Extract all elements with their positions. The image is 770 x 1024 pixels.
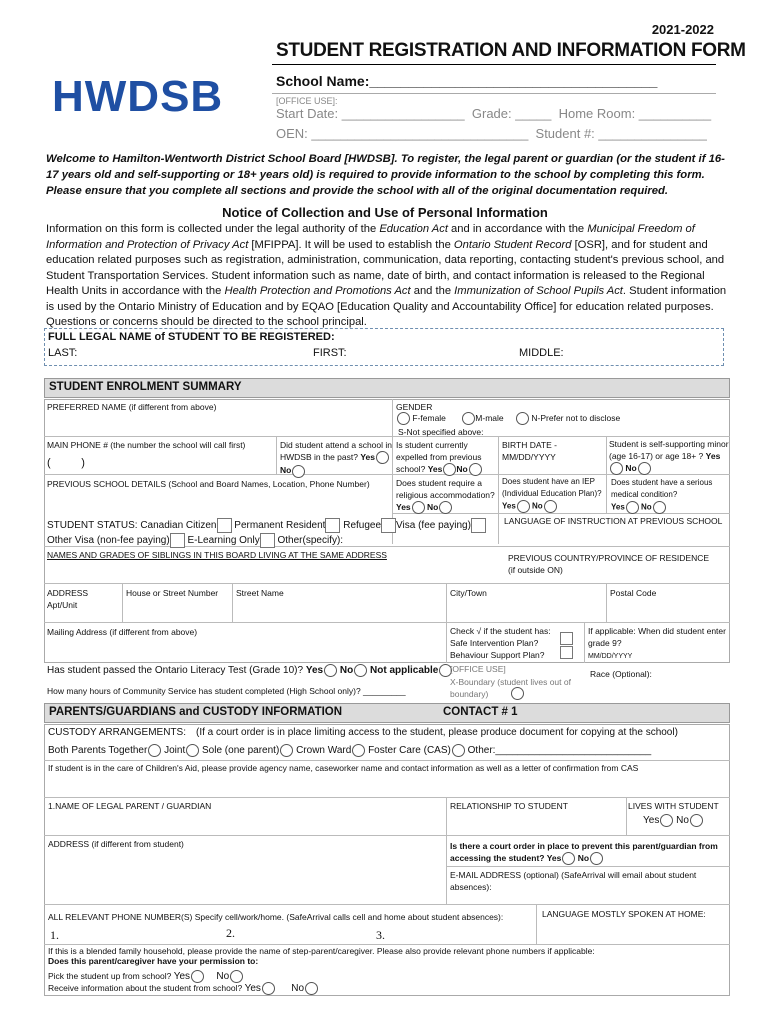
grade9-format[interactable]: MM/DD/YYYY <box>588 653 633 660</box>
gender-label: GENDER <box>396 402 433 412</box>
gender-options <box>396 412 620 425</box>
grid-line <box>44 944 730 945</box>
self-support-no-label: No <box>625 463 637 473</box>
grid-line <box>606 583 607 622</box>
postal-code-label: Postal Code <box>610 588 657 598</box>
status-refugee-checkbox[interactable] <box>381 518 396 533</box>
lives-with-no-radio[interactable] <box>690 814 703 827</box>
x-boundary-radio[interactable] <box>511 687 524 700</box>
self-support-label: Student is self-supporting minor (age 16-17) or age 18+ ? <box>609 439 729 461</box>
gender-s-label: S-Not specified above: <box>398 427 484 437</box>
pickup-no-label: No <box>216 971 230 982</box>
grid-line <box>44 904 730 905</box>
status-visa-fee-checkbox[interactable] <box>471 518 486 533</box>
legal-name-heading: FULL LEGAL NAME of STUDENT TO BE REGISTERED: <box>48 331 335 343</box>
status-other-label: Other(specify): <box>277 535 344 547</box>
header-divider <box>272 93 716 94</box>
blended-label: If this is a blended family household, please provide the name of step-parent/caregiver. Please also provide relevant phone numbers if applicable: <box>48 946 595 956</box>
receive-info-question <box>48 982 318 995</box>
gender-m-label: M-male <box>475 413 504 423</box>
court-no-label: No <box>577 853 590 863</box>
iep-yes-radio[interactable] <box>517 500 530 513</box>
self-support-question <box>609 438 729 475</box>
office-use-label: [OFFICE USE]: <box>276 96 338 106</box>
status-elearning-checkbox[interactable] <box>260 533 275 548</box>
expelled-no-radio[interactable] <box>469 463 482 476</box>
email-label: E-MAIL ADDRESS (optional) (SafeArrival will email about student absences): <box>450 870 697 892</box>
expelled-no-label: No <box>456 464 468 474</box>
student-status-row <box>47 518 486 533</box>
literacy-yes-radio[interactable] <box>324 664 337 677</box>
status-elearning-label: E-Learning Only <box>187 535 260 547</box>
attend-no-radio[interactable] <box>292 465 305 478</box>
medical-no-label: No <box>641 502 652 512</box>
receive-yes-label: Yes <box>244 983 261 994</box>
pickup-label: Pick the student up from school? <box>48 971 172 981</box>
phone-1-field[interactable]: 1. <box>50 928 59 942</box>
literacy-no-radio[interactable] <box>354 664 367 677</box>
medical-question <box>611 477 729 514</box>
form-title: STUDENT REGISTRATION AND INFORMATION FORM <box>276 40 746 61</box>
court-order-label: Is there a court order in place to prevent this parent/guardian from accessing the student? <box>450 841 718 863</box>
grid-line <box>446 797 447 904</box>
custody-sole-radio[interactable] <box>280 744 293 757</box>
language-instruction-label: LANGUAGE OF INSTRUCTION AT PREVIOUS SCHOOL <box>504 516 723 526</box>
gender-n-label: N-Prefer not to disclose <box>531 413 621 423</box>
literacy-na-label: Not applicable <box>370 665 439 677</box>
lives-with-yes-label: Yes <box>643 815 660 827</box>
gender-s-option[interactable] <box>398 426 484 438</box>
expelled-question <box>396 439 500 476</box>
receive-yes-radio[interactable] <box>262 982 275 995</box>
expelled-yes-radio[interactable] <box>443 463 456 476</box>
self-support-yes-label: Yes <box>705 451 721 461</box>
lives-with-yes-radio[interactable] <box>660 814 673 827</box>
phone-2-field[interactable]: 2. <box>226 926 235 940</box>
grid-line <box>584 622 585 663</box>
pickup-yes-label: Yes <box>173 971 191 982</box>
custody-other-field[interactable]: Other:____________________________ <box>467 745 652 757</box>
title-rule <box>272 64 716 65</box>
street-name-label: Street Name <box>236 588 284 598</box>
office-use-tag: [OFFICE USE] <box>450 664 506 674</box>
court-yes-label: Yes <box>546 853 562 863</box>
phone-3-field[interactable]: 3. <box>376 928 385 942</box>
attend-hwdsb-label: Did student attend a school in HWDSB in the past? <box>280 440 392 462</box>
hwdsb-logo: HWDSB <box>52 72 224 121</box>
house-number-label: House or Street Number <box>126 588 219 598</box>
iep-label: Does student have an IEP (Individual Education Plan)? <box>502 477 602 498</box>
religious-question <box>396 477 500 514</box>
status-permanent-checkbox[interactable] <box>325 518 340 533</box>
cas-note: If student is in the care of Children's Aid, please provide agency name, caseworker name and contact information as well as a letter of confirmation from CAS <box>48 763 639 773</box>
plans-checklist: Check √ if the student has: Safe Intervention Plan? Behaviour Support Plan? <box>450 626 551 660</box>
grid-line <box>122 583 123 622</box>
status-other-visa-label: Other Visa (non-fee paying) <box>47 535 170 547</box>
middle-name-label: MIDDLE: <box>519 347 564 359</box>
court-no-radio[interactable] <box>590 852 603 865</box>
safe-intervention-checkbox[interactable] <box>560 632 573 645</box>
grid-line <box>44 622 730 623</box>
expelled-yes-label: Yes <box>427 464 443 474</box>
custody-sole-label: Sole (one parent) <box>202 745 280 757</box>
city-label: City/Town <box>450 588 487 598</box>
lives-with-radios <box>643 814 703 827</box>
self-support-no-radio[interactable] <box>638 462 651 475</box>
notice-heading: Notice of Collection and Use of Personal Information <box>222 205 548 220</box>
iep-no-radio[interactable] <box>544 500 557 513</box>
main-phone-label: MAIN PHONE # (the number the school will call first) <box>47 440 246 450</box>
grid-line <box>626 797 627 835</box>
contact-number-heading: CONTACT # 1 <box>443 706 518 718</box>
status-refugee-label: Refugee <box>343 520 382 532</box>
literacy-label: Has student passed the Ontario Literacy Test (Grade 10)? <box>47 665 304 677</box>
court-order-note: (If a court order is in place limiting access to the student, please produce document for copying at the school) <box>196 727 678 738</box>
receive-label: Receive information about the student from school? <box>48 983 243 993</box>
grid-line <box>276 436 277 474</box>
religious-label: Does student require a religious accommodation? <box>396 478 495 500</box>
previous-country-label: PREVIOUS COUNTRY/PROVINCE OF RESIDENCE (if outside ON) <box>508 553 710 575</box>
medical-yes-radio[interactable] <box>626 501 639 514</box>
status-permanent-label: Permanent Resident <box>234 520 326 532</box>
custody-label: CUSTODY ARRANGEMENTS: <box>48 727 186 738</box>
gender-m-radio[interactable] <box>462 412 475 425</box>
permission-label: Does this parent/caregiver have your permission to: <box>48 956 259 966</box>
main-phone-input[interactable]: ( ) <box>47 457 85 469</box>
religious-yes-label: Yes <box>396 502 411 512</box>
grid-line <box>44 436 730 437</box>
grid-line <box>446 583 447 663</box>
medical-no-radio[interactable] <box>653 501 666 514</box>
custody-crown-radio[interactable] <box>352 744 365 757</box>
legal-parent-label: 1.NAME OF LEGAL PARENT / GUARDIAN <box>48 801 212 811</box>
custody-joint-label: Joint <box>164 745 186 757</box>
gender-n-radio[interactable] <box>516 412 529 425</box>
iep-no-label: No <box>532 501 543 511</box>
welcome-paragraph: Welcome to Hamilton-Wentworth District School Board [HWDSB]. To register, the legal parent or guardian (or the student if 16-17 years old and self-supporting or 18+ years old) is required to provide information to the school by completing this form. Please ensure that you complete all sections and provide the school with all of the original documentation required. <box>46 153 725 197</box>
oen-student-number-line[interactable]: OEN: ______________________________ Student #: _______________ <box>276 126 707 141</box>
religious-no-radio[interactable] <box>439 501 452 514</box>
literacy-no-label: No <box>339 665 354 677</box>
attend-yes-radio[interactable] <box>376 451 389 464</box>
behaviour-support-checkbox[interactable] <box>560 646 573 659</box>
medical-yes-label: Yes <box>611 502 625 512</box>
custody-foster-label: Foster Care (CAS) <box>368 745 451 757</box>
start-date-grade-homeroom-line[interactable]: Start Date: _________________ Grade: _____ Home Room: __________ <box>276 106 712 121</box>
gender-f-label: F-female <box>412 413 446 423</box>
status-citizen-label: STUDENT STATUS: Canadian Citizen <box>47 520 217 532</box>
custody-joint-radio[interactable] <box>186 744 199 757</box>
last-name-label: LAST: <box>48 347 78 359</box>
school-name-field[interactable]: School Name:_____________________________________ <box>276 73 658 89</box>
grid-line <box>44 583 730 584</box>
iep-yes-label: Yes <box>502 501 516 511</box>
school-year: 2021-2022 <box>651 22 714 37</box>
court-order-question <box>450 840 726 865</box>
receive-no-label: No <box>291 983 305 994</box>
relationship-label: RELATIONSHIP TO STUDENT <box>450 801 568 811</box>
previous-school-label: PREVIOUS SCHOOL DETAILS (School and Board Names, Location, Phone Number) <box>47 479 370 489</box>
parents-heading: PARENTS/GUARDIANS and CUSTODY INFORMATION <box>49 706 343 718</box>
custody-foster-radio[interactable] <box>452 744 465 757</box>
custody-both-label: Both Parents Together <box>48 745 148 757</box>
blended-family-note <box>48 946 608 966</box>
notice-paragraph: Information on this form is collected under the legal authority of the Education Act and in accordance with the Municipal Freedom of Information and Protection of Privacy Act [MFIPPA]. It will be used to establish the Ontario Student Record [OSR], and for student and education related purposes such as registration, administration, communication, data reporting, contacting student's previous school, and Student Transportation Services. Student information such as name, date of birth, and contact information is released to the Regional Health Units in accordance with the Health Protection and Promotions Act and the Immunization of School Pupils Act. Student information is used by the Ontario Ministry of Education and by EQAO [Education Quality and Accountability Office] for education related purposes. Questions or concerns should be directed to the school principal. <box>46 223 727 328</box>
address-label: ADDRESS Apt/Unit <box>47 588 89 610</box>
grid-line <box>44 760 730 761</box>
custody-crown-label: Crown Ward <box>296 745 352 757</box>
language-home-label: LANGUAGE MOSTLY SPOKEN AT HOME: <box>542 909 706 919</box>
birth-date-field[interactable]: BIRTH DATE - MM/DD/YYYY <box>502 440 557 462</box>
grid-line <box>44 797 730 798</box>
phone-numbers-label: ALL RELEVANT PHONE NUMBER(S) Specify cell/work/home. (SafeArrival calls cell and home about student absences): <box>48 912 504 922</box>
custody-options <box>48 744 651 757</box>
expelled-label: Is student currently expelled from previous school? <box>396 440 482 474</box>
medical-label: Does student have a serious medical condition? <box>611 478 713 499</box>
status-citizen-checkbox[interactable] <box>217 518 232 533</box>
status-other-visa-checkbox[interactable] <box>170 533 185 548</box>
enrolment-summary-header: STUDENT ENROLMENT SUMMARY <box>44 378 730 398</box>
custody-both-radio[interactable] <box>148 744 161 757</box>
literacy-yes-label: Yes <box>305 665 324 677</box>
community-service-question[interactable]: How many hours of Community Service has student completed (High School only)? _________ <box>47 686 406 696</box>
siblings-label: NAMES AND GRADES OF SIBLINGS IN THIS BOARD LIVING AT THE SAME ADDRESS <box>47 550 387 560</box>
lives-with-label: LIVES WITH STUDENT <box>628 801 719 811</box>
race-label: Race (Optional): <box>590 669 652 679</box>
iep-question <box>502 476 606 513</box>
grid-line <box>446 866 730 867</box>
gender-f-radio[interactable] <box>397 412 410 425</box>
first-name-label: FIRST: <box>313 347 347 359</box>
attend-hwdsb-question <box>280 439 392 478</box>
grid-line <box>606 436 607 514</box>
parents-section-header <box>44 703 730 723</box>
self-support-yes-radio[interactable] <box>610 462 623 475</box>
court-yes-radio[interactable] <box>562 852 575 865</box>
preferred-name-label: PREFERRED NAME (if different from above) <box>47 402 217 412</box>
lives-with-no-label: No <box>676 815 689 827</box>
receive-no-radio[interactable] <box>305 982 318 995</box>
student-status-row-2 <box>47 533 343 548</box>
grid-line <box>44 835 730 836</box>
status-visa-fee-label: Visa (fee paying) <box>396 520 471 532</box>
grid-line <box>536 904 537 944</box>
religious-no-label: No <box>427 502 439 512</box>
grid-line <box>232 583 233 622</box>
attend-yes-label: Yes <box>360 452 375 462</box>
literacy-question <box>47 664 452 677</box>
x-boundary-label: X-Boundary (student lives out of boundary) <box>450 677 571 699</box>
religious-yes-radio[interactable] <box>412 501 425 514</box>
grade9-label: If applicable: When did student enter grade 9? <box>588 626 726 648</box>
attend-no-label: No <box>280 465 292 476</box>
parent-address-label: ADDRESS (if different from student) <box>48 839 184 849</box>
legal-name-box[interactable] <box>44 328 724 366</box>
mailing-address-label: Mailing Address (if different from above) <box>47 627 198 637</box>
